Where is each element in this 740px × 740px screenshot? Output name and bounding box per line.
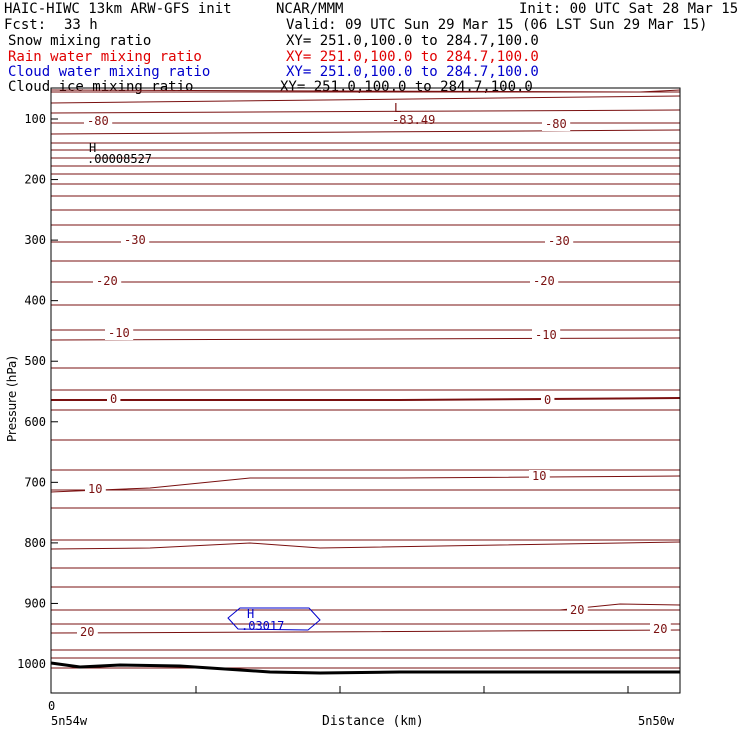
field-name-snow: Snow mixing ratio <box>8 33 152 49</box>
contour-label: -20 <box>96 274 118 288</box>
init-time: Init: 00 UTC Sat 28 Mar 15 <box>519 1 739 17</box>
extremum-high-cloud-water <box>241 607 284 633</box>
y-tick-label: 700 <box>24 475 46 490</box>
isotherm <box>51 398 680 400</box>
extremum-letter: H <box>89 141 97 155</box>
isotherm <box>51 630 680 633</box>
isotherm <box>51 96 680 103</box>
contour-label: -10 <box>108 326 130 340</box>
field-name-cloud-water: Cloud water mixing ratio <box>8 64 211 80</box>
isotherm <box>51 130 680 134</box>
contour-label: 10 <box>88 482 103 496</box>
temperature-contours <box>51 90 680 668</box>
field-xy-cloud-ice: XY= 251.0,100.0 to 284.7,100.0 <box>280 79 533 95</box>
valid-time: Valid: 09 UTC Sun 29 Mar 15 (06 LST Sun 29 Mar 15) <box>286 17 708 33</box>
extremum-low <box>392 101 435 127</box>
field-name-rain: Rain water mixing ratio <box>8 49 202 65</box>
field-name-cloud-ice: Cloud ice mixing ratio <box>8 79 194 95</box>
extremum-letter: L <box>394 101 402 115</box>
model-title: HAIC-HIWC 13km ARW-GFS init <box>4 1 232 17</box>
field-xy-rain: XY= 251.0,100.0 to 284.7,100.0 <box>286 49 539 65</box>
contour-label: -80 <box>87 114 109 128</box>
isotherm <box>51 110 680 113</box>
x-tick-label: 0 <box>48 699 56 713</box>
isotherm <box>51 338 680 340</box>
extremum-value: .03017 <box>241 619 285 633</box>
contour-label: 10 <box>532 469 547 483</box>
y-tick-label: 800 <box>24 535 46 550</box>
y-tick-label: 900 <box>24 596 46 611</box>
y-tick-label: 200 <box>24 172 46 187</box>
extremum-value: .00008527 <box>87 152 153 166</box>
contour-label: 0 <box>110 392 118 406</box>
fcst-label: Fcst: <box>4 17 47 33</box>
x-left-label: 5n54w <box>51 714 88 728</box>
contour-label: -30 <box>124 233 146 247</box>
field-xy-snow: XY= 251.0,100.0 to 284.7,100.0 <box>286 33 539 49</box>
y-tick-label: 400 <box>24 293 46 308</box>
extremum-value: -83.49 <box>392 113 436 127</box>
extremum-high-snow <box>87 141 152 166</box>
contour-label: -10 <box>535 328 557 342</box>
contour-label: 20 <box>570 603 585 617</box>
contour-label: 20 <box>80 625 95 639</box>
x-axis-title: Distance (km) <box>322 714 424 729</box>
fcst-value: 33 h <box>64 17 98 33</box>
x-right-label: 5n50w <box>638 714 675 728</box>
contour-label: -20 <box>533 274 555 288</box>
field-xy-cloud-water: XY= 251.0,100.0 to 284.7,100.0 <box>286 64 539 80</box>
contour-label: -30 <box>548 234 570 248</box>
contour-label: 0 <box>544 393 552 407</box>
y-tick-label: 100 <box>24 112 46 126</box>
y-tick-label: 300 <box>24 233 46 248</box>
y-tick-label: 600 <box>24 414 46 429</box>
y-tick-label: 1000 <box>17 657 46 671</box>
temperature-contour-labels <box>77 114 671 639</box>
x-axis <box>48 686 675 729</box>
contour-label: -80 <box>545 117 567 131</box>
extremum-letter: H <box>247 607 255 621</box>
y-axis-title: Pressure (hPa) <box>5 355 19 442</box>
org-label: NCAR/MMM <box>276 1 344 17</box>
y-tick-label: 500 <box>24 354 46 369</box>
contour-label: 20 <box>653 622 668 636</box>
isotherm <box>51 542 680 549</box>
